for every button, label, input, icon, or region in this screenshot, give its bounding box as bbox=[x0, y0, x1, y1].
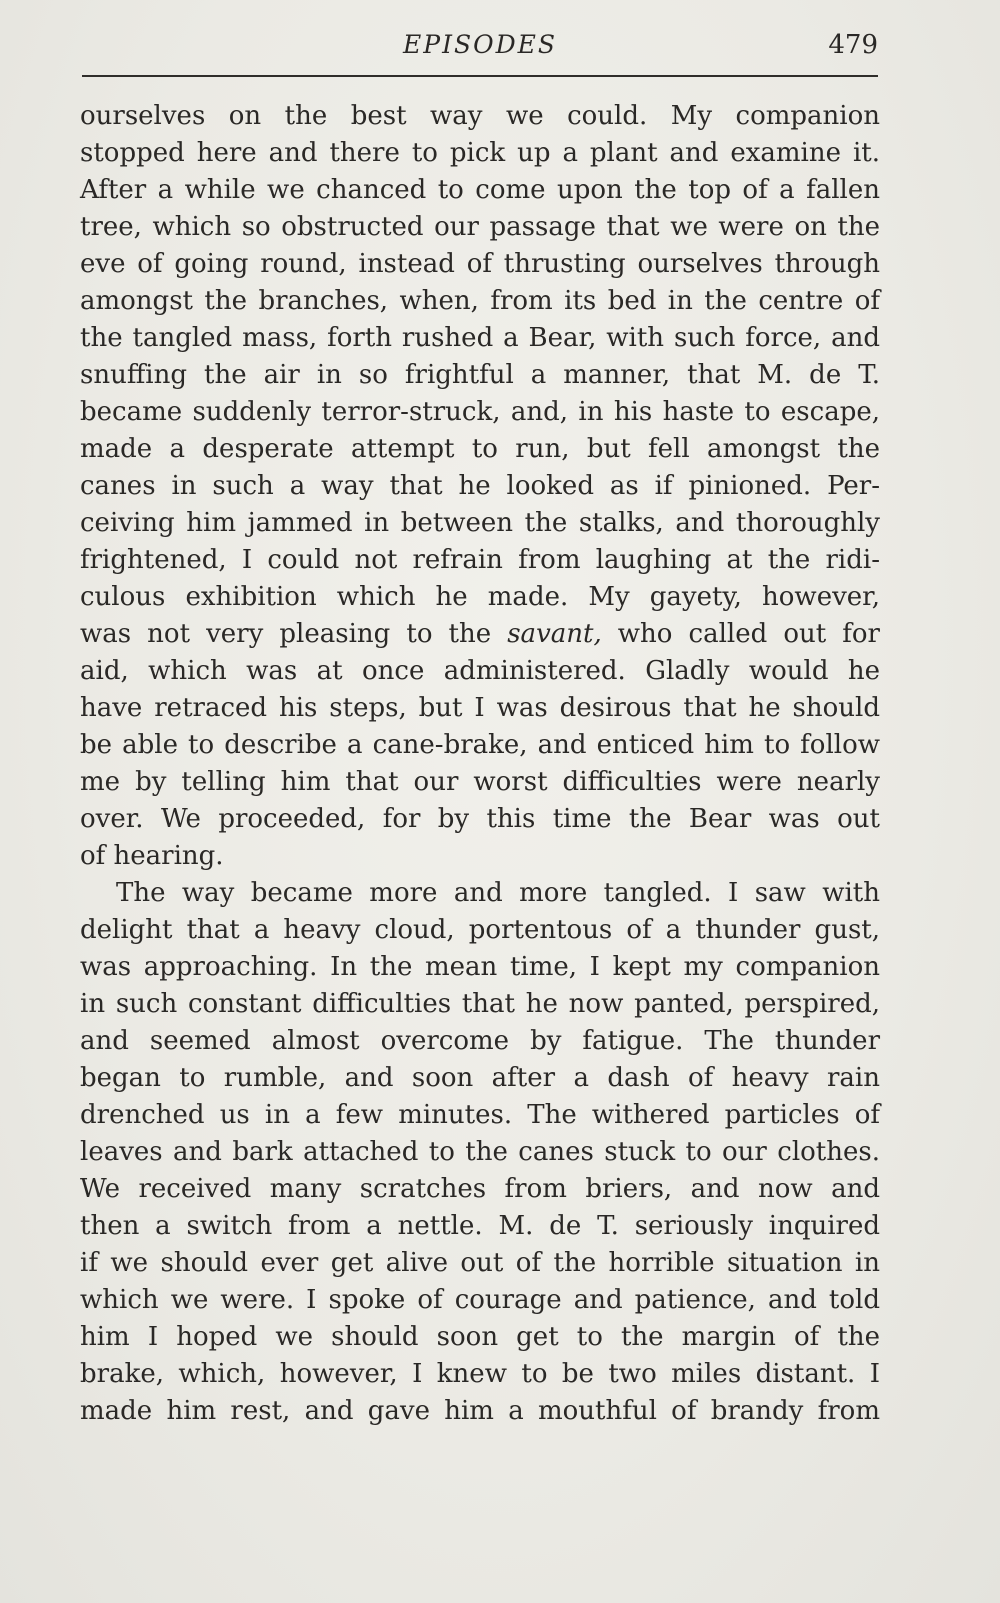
text-line: aid, which was at once administered. Gladly would he bbox=[80, 656, 880, 686]
text-line: of hearing. bbox=[80, 841, 224, 871]
text-line: We received many scratches from briers, and now and bbox=[80, 1174, 880, 1204]
text-line: amongst the branches, when, from its bed in the centre of bbox=[80, 286, 880, 316]
body-text bbox=[80, 98, 880, 1430]
italic-word-savant: savant, bbox=[507, 619, 602, 649]
text-segment: who called out for bbox=[601, 619, 880, 649]
text-line: became suddenly terror-struck, and, in his haste to escape, bbox=[80, 397, 880, 427]
text-segment: was not very pleasing to the bbox=[80, 619, 508, 649]
text-line: in such constant difficulties that he now panted, perspired, bbox=[80, 989, 880, 1019]
text-line: canes in such a way that he looked as if pinioned. Per- bbox=[80, 471, 880, 501]
text-line: if we should ever get alive out of the horrible situation in bbox=[80, 1248, 880, 1278]
text-line: made him rest, and gave him a mouthful of brandy from bbox=[80, 1396, 880, 1426]
text-line: eve of going round, instead of thrusting ourselves through bbox=[80, 249, 880, 279]
text-line: tree, which so obstructed our passage that we were on the bbox=[80, 212, 880, 242]
text-line: over. We proceeded, for by this time the Bear was out bbox=[80, 804, 880, 834]
text-line: which we were. I spoke of courage and patience, and told bbox=[80, 1285, 880, 1315]
running-head bbox=[82, 28, 878, 72]
text-line: delight that a heavy cloud, portentous of a thunder gust, bbox=[80, 915, 880, 945]
text-line: the tangled mass, forth rushed a Bear, with such force, and bbox=[80, 323, 880, 353]
text-line-savant bbox=[80, 616, 880, 653]
text-line: stopped here and there to pick up a plant and examine it. bbox=[80, 138, 880, 168]
text-line: After a while we chanced to come upon the top of a fallen bbox=[80, 175, 880, 205]
text-line: ourselves on the best way we could. My companion bbox=[80, 101, 880, 131]
text-line: made a desperate attempt to run, but fell amongst the bbox=[80, 434, 880, 464]
text-line: be able to describe a cane-brake, and enticed him to follow bbox=[80, 730, 880, 760]
text-line: ceiving him jammed in between the stalks, and thoroughly bbox=[80, 508, 880, 538]
text-line: brake, which, however, I knew to be two miles distant. I bbox=[80, 1359, 880, 1389]
text-line: then a switch from a nettle. M. de T. seriously inquired bbox=[80, 1211, 880, 1241]
header-rule bbox=[82, 75, 878, 77]
text-line: The way became more and more tangled. I saw with bbox=[116, 878, 880, 908]
text-line: me by telling him that our worst difficulties were nearly bbox=[80, 767, 880, 797]
text-line: snuffing the air in so frightful a manner, that M. de T. bbox=[80, 360, 880, 390]
text-line: was approaching. In the mean time, I kept my companion bbox=[80, 952, 880, 982]
running-title: EPISODES bbox=[403, 30, 557, 59]
text-line: have retraced his steps, but I was desirous that he should bbox=[80, 693, 880, 723]
text-line: frightened, I could not refrain from laughing at the ridi- bbox=[80, 545, 880, 575]
page-number: 479 bbox=[828, 30, 878, 60]
text-line: drenched us in a few minutes. The withered particles of bbox=[80, 1100, 880, 1130]
text-line: him I hoped we should soon get to the margin of the bbox=[80, 1322, 880, 1352]
text-line: and seemed almost overcome by fatigue. The thunder bbox=[80, 1026, 880, 1056]
text-line: leaves and bark attached to the canes stuck to our clothes. bbox=[80, 1137, 880, 1167]
text-line: began to rumble, and soon after a dash of heavy rain bbox=[80, 1063, 880, 1093]
text-line: culous exhibition which he made. My gayety, however, bbox=[80, 582, 880, 612]
